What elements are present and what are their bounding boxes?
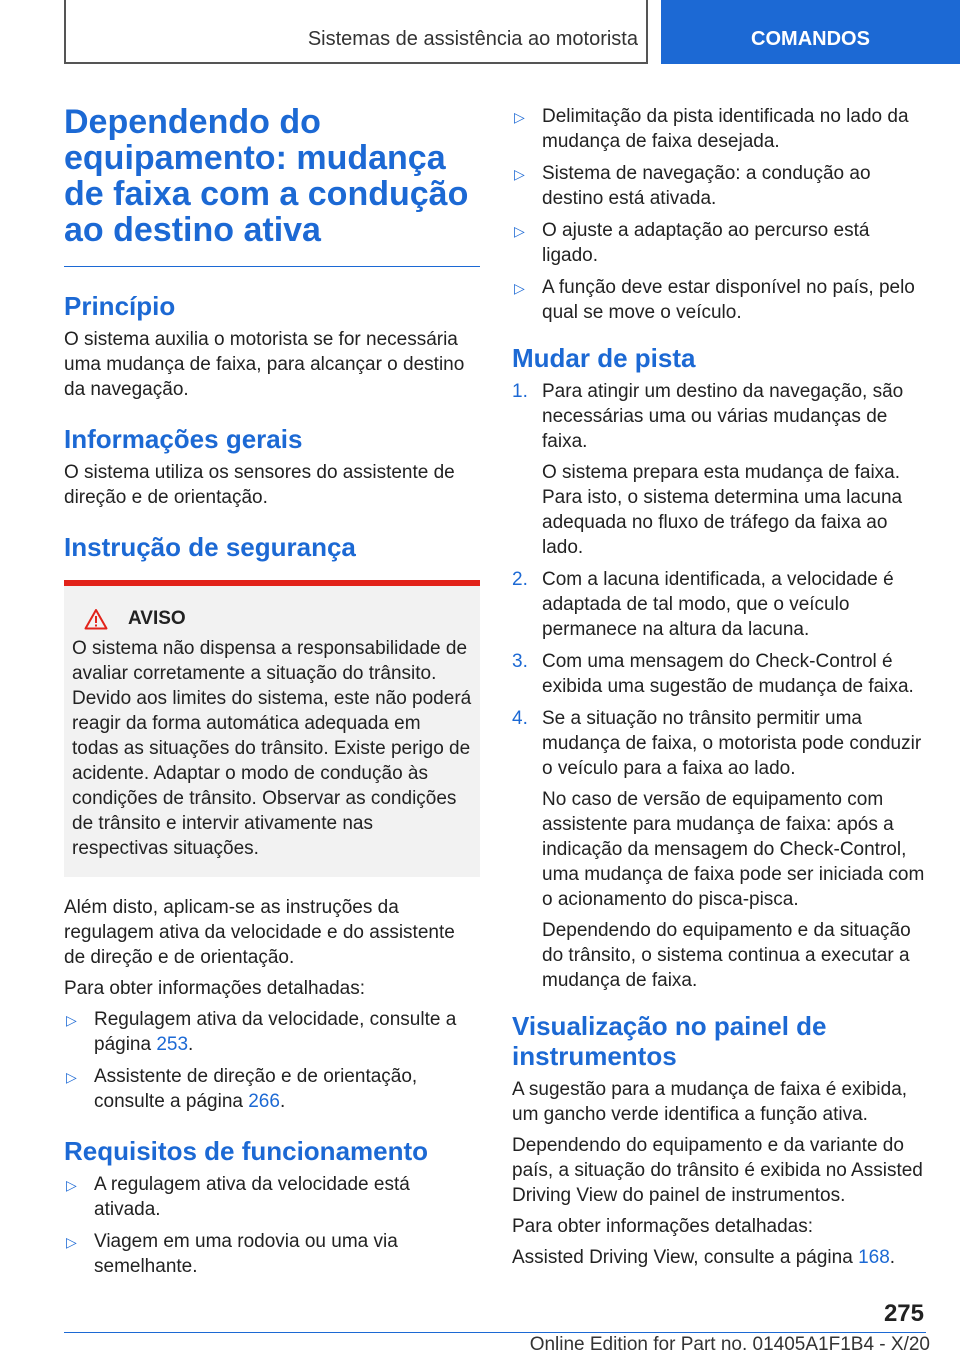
- step-item: [512, 567, 930, 642]
- page-link-253[interactable]: 253: [156, 1034, 189, 1055]
- step-number: 1.: [512, 381, 528, 402]
- step-text: Com a lacuna identificada, a velocidade é adaptada de tal modo, que o veículo permanece na altura da lacuna.: [542, 569, 894, 640]
- text-visualizacao-1: A sugestão para a mudança de faixa é exibida, um gancho verde identifica a função ativa.: [512, 1079, 908, 1125]
- step-text: O sistema prepara esta mudança de faixa. Para isto, o sistema determina uma lacuna adequada no fluxo de tráfego da faixa ao lado.: [542, 462, 903, 558]
- heading-informacoes-gerais: Informações gerais: [64, 424, 303, 454]
- list-item: [64, 1064, 480, 1114]
- header-tab-comandos[interactable]: [661, 0, 960, 64]
- step-item: [512, 649, 930, 699]
- warning-header: [72, 608, 472, 630]
- triangle-bullet-icon: ▷: [514, 223, 525, 239]
- page-link-168[interactable]: 168: [858, 1247, 890, 1268]
- step-text: No caso de versão de equipamento com assistente para mudança de faixa: após a indicação da mensagem do Check-Control, uma mudança de faixa pode ser iniciada com o acionamento do pisca-pisca.: [542, 789, 925, 910]
- list-item-text: A regulagem ativa da velocidade está ativada.: [94, 1174, 410, 1220]
- list-item: [512, 275, 930, 325]
- text-instrucoes-adicionais: Além disto, aplicam-se as instruções da regulagem ativa da velocidade e do assistente de direção e de orientação.: [64, 897, 455, 968]
- list-item: [512, 161, 930, 211]
- right-column: [512, 104, 930, 1276]
- step-number: 3.: [512, 651, 528, 672]
- requisitos-list-continued: [512, 104, 930, 325]
- step-number: 4.: [512, 708, 528, 729]
- triangle-bullet-icon: ▷: [514, 166, 525, 182]
- heading-principio: Princípio: [64, 291, 176, 321]
- reference-suffix: .: [279, 1091, 286, 1112]
- page-number: 275: [883, 1300, 924, 1327]
- step-text: Se a situação no trânsito permitir uma mudança de faixa, o motorista pode conduzir o veículo para a faixa ao lado.: [542, 708, 922, 779]
- warning-label: AVISO: [128, 608, 186, 629]
- reference-suffix: .: [188, 1034, 194, 1055]
- reference-assisted-driving-view: [512, 1245, 930, 1270]
- list-item: [512, 218, 930, 268]
- list-item: [512, 104, 930, 154]
- list-item-text: A função deve estar disponível no país, pelo qual se move o veículo.: [542, 277, 915, 323]
- footer-divider: [64, 1332, 926, 1333]
- step-text: Com uma mensagem do Check-Control é exibida uma sugestão de mudança de faixa.: [542, 651, 914, 697]
- left-column: [64, 104, 480, 1287]
- steps-list: [512, 379, 930, 993]
- text-principio: O sistema auxilia o motorista se for necessária uma mudança de faixa, para alcançar o destino da navegação.: [64, 329, 465, 400]
- page-link-266[interactable]: 266: [248, 1091, 280, 1112]
- text-mais-informacoes: Para obter informações detalhadas:: [64, 978, 366, 999]
- list-item: [64, 1172, 480, 1222]
- step-text: Para atingir um destino da navegação, são necessárias uma ou várias mudanças de faixa.: [542, 381, 904, 452]
- reference-text: Regulagem ativa da velocidade, consulte a página: [94, 1009, 457, 1055]
- step-item: [512, 379, 930, 560]
- reference-list: [64, 1007, 480, 1114]
- heading-requisitos: Requisitos de funcionamento: [64, 1136, 429, 1166]
- footer-edition: Online Edition for Part no. 01405A1F1B4 - X/20: [529, 1334, 930, 1355]
- reference-text: Assistente de direção e de orientação, consulte a página: [94, 1066, 418, 1112]
- header-section-title: Sistemas de assistência ao motorista: [307, 28, 638, 50]
- triangle-bullet-icon: ▷: [66, 1069, 77, 1085]
- triangle-bullet-icon: ▷: [66, 1177, 77, 1193]
- list-item-text: Delimitação da pista identificada no lado da mudança de faixa desejada.: [542, 106, 909, 152]
- title-divider: [64, 266, 480, 267]
- list-item-text: Viagem em uma rodovia ou uma via semelhante.: [94, 1231, 398, 1277]
- triangle-bullet-icon: ▷: [66, 1012, 77, 1028]
- step-number: 2.: [512, 569, 528, 590]
- warning-box: [64, 580, 480, 877]
- warning-triangle-icon: [84, 608, 108, 630]
- text-visualizacao-2: Dependendo do equipamento e da variante do país, a situação do trânsito é exibida no Assisted Driving View do painel de instrumentos.: [512, 1135, 923, 1206]
- triangle-bullet-icon: ▷: [514, 280, 525, 296]
- triangle-bullet-icon: ▷: [514, 109, 525, 125]
- requisitos-list: [64, 1172, 480, 1279]
- list-item-text: Sistema de navegação: a condução ao destino está ativada.: [542, 163, 871, 209]
- list-item-text: O ajuste a adaptação ao percurso está ligado.: [542, 220, 870, 266]
- reference-suffix: .: [889, 1247, 896, 1268]
- warning-text: O sistema não dispensa a responsabilidade de avaliar corretamente a situação do trânsito. Devido aos limites do sistema, este não poderá reagir da forma automática adequada em todas as situações do trânsito. Existe perigo de acidente. Adaptar o modo de condução às condições de trânsito. Observar as condições de trânsito e intervir ativamente nas respectivas situações.: [72, 638, 472, 859]
- page-title: Dependendo do equipamento: mudança de faixa com a condução ao destino ativa: [64, 103, 469, 249]
- heading-mudar-de-pista: Mudar de pista: [512, 343, 696, 373]
- step-item: [512, 706, 930, 993]
- triangle-bullet-icon: ▷: [66, 1234, 77, 1250]
- step-text: Dependendo do equipamento e da situação do trânsito, o sistema continua a executar a mudança de faixa.: [542, 920, 911, 991]
- heading-instrucao-seguranca: Instrução de segurança: [64, 532, 356, 562]
- list-item: [64, 1229, 480, 1279]
- list-item: [64, 1007, 480, 1057]
- text-informacoes-gerais: O sistema utiliza os sensores do assistente de direção e de orientação.: [64, 462, 455, 508]
- reference-text: Assisted Driving View, consulte a página: [512, 1247, 859, 1268]
- heading-visualizacao: Visualização no painel de instrumentos: [512, 1011, 827, 1071]
- header-tab-label: COMANDOS: [751, 27, 870, 50]
- text-mais-informacoes-2: Para obter informações detalhadas:: [512, 1216, 814, 1237]
